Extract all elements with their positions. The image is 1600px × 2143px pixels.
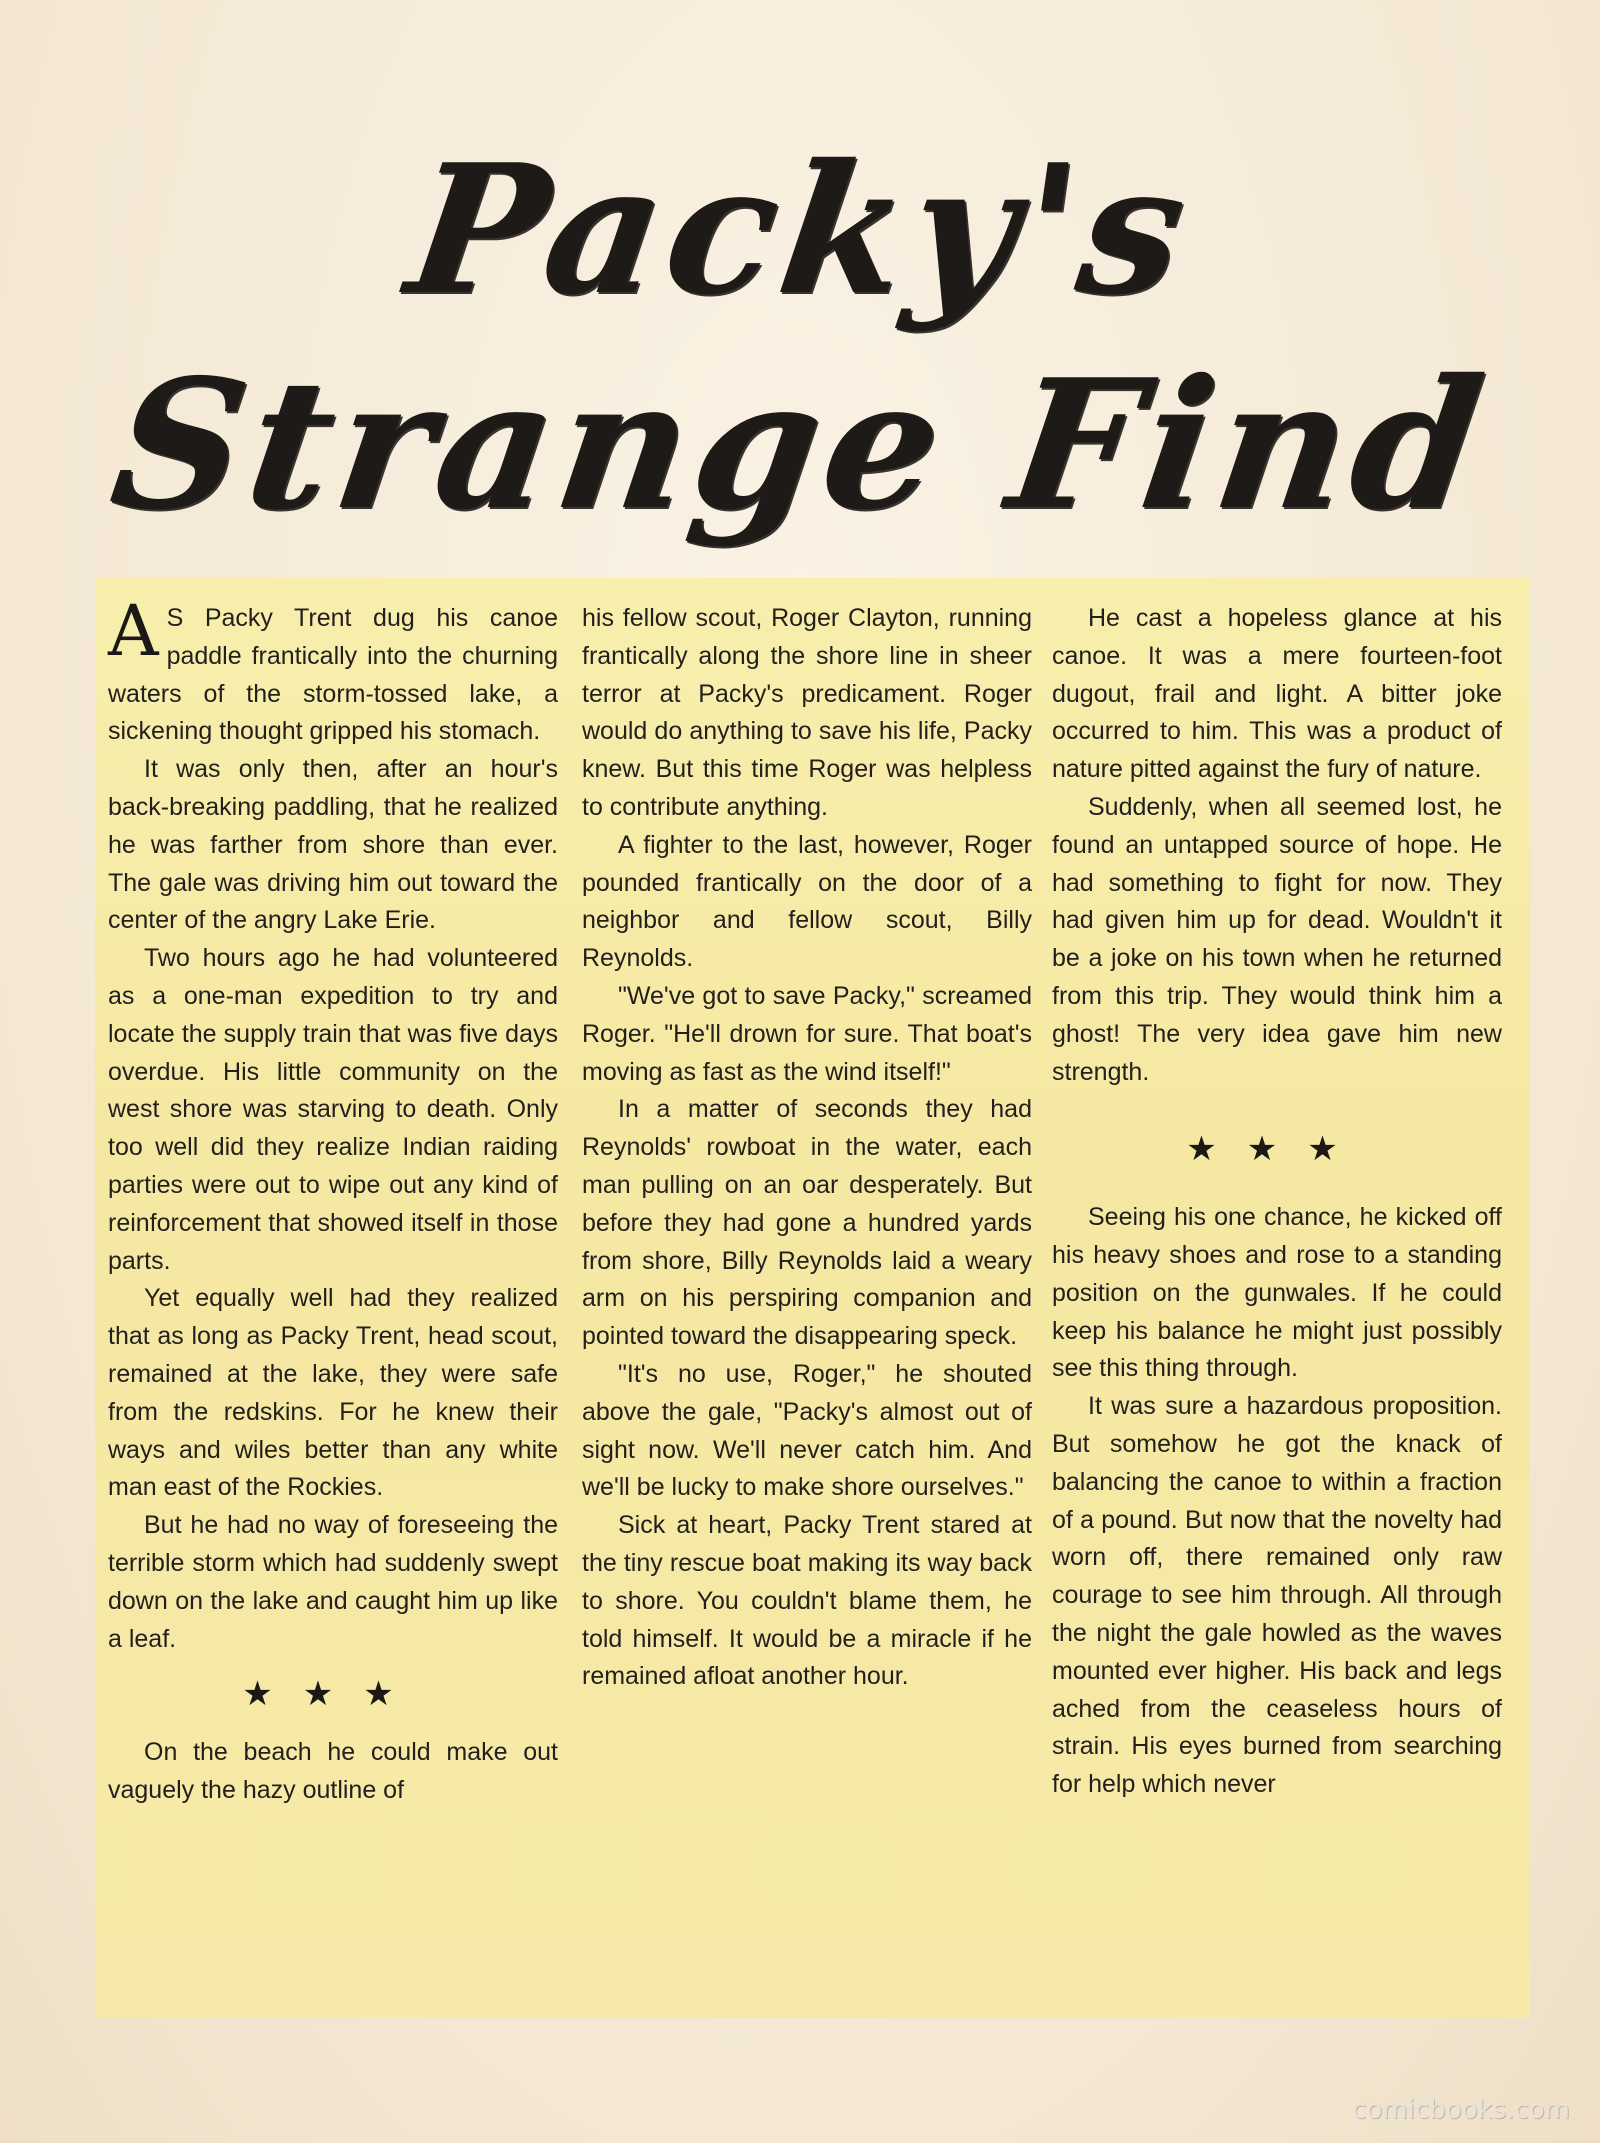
paragraph: Two hours ago he had volunteered as a one-man expedition to try and locate the supply train that was five days overdue. His little community on the west shore was starving to death. Only too well did they realize Indian raiding parties were out to wipe out any kind of reinforcement that showed itself in those parts. [108,944,558,1275]
paragraph: It was sure a hazardous proposition. But somehow he got the knack of balancing the canoe to within a fraction of a pound. But now that the novelty had worn off, there remained only raw courage to see him through. All through the night the gale howled as the waves mounted ever higher. His back and legs ached from the ceaseless hours of strain. His eyes burned from searching for help which never [1052,1392,1502,1799]
paragraph-text: S Packy Trent dug his canoe paddle frantically into the churning waters of the storm-tossed lake, a sickening thought gripped his stomach. [108,604,558,746]
paragraph: "It's no use, Roger," he shouted above the gale, "Packy's almost out of sight now. We'll never catch him. And we'll be lucky to make shore ourselves." [582,1359,1032,1502]
section-break-stars: ★★★ [1186,1130,1368,1169]
section-break-stars: ★★★ [242,1675,424,1714]
paragraph: On the beach he could make out vaguely the hazy outline of [108,1738,558,1804]
story-column-2 [582,600,1032,1696]
paragraph [108,590,558,751]
drop-cap: A [108,590,159,672]
paragraph: Yet equally well had they realized that as long as Packy Trent, head scout, remained at the lake, they were safe from the redskins. For he knew their ways and wiles better than any white man east of the Rockies. [108,1284,558,1502]
paragraph: It was only then, after an hour's back-breaking paddling, that he realized he was farther from shore than ever. The gale was driving him out toward the center of the angry Lake Erie. [108,755,558,935]
title-line-2: Strange Find [100,340,1500,549]
paragraph: A fighter to the last, however, Roger pounded frantically on the door of a neighbor and fellow scout, Billy Reynolds. [582,830,1032,973]
paragraph: He cast a hopeless glance at his canoe. It was a mere fourteen-foot dugout, frail and light. A bitter joke occurred to him. This was a product of nature pitted against the fury of nature. [1052,604,1502,784]
story-column-3 [1052,600,1502,1804]
watermark-credit: comicbooks.com [1352,2095,1570,2125]
title-line-1: Packy's [397,125,1203,334]
paragraph: Sick at heart, Packy Trent stared at the tiny rescue boat making its way back to shore. You couldn't blame them, he told himself. It would be a miracle if he remained afloat another hour. [582,1511,1032,1691]
paragraph: In a matter of seconds they had Reynolds' rowboat in the water, each man pulling on an oar desperately. But before they had gone a hundred yards from shore, Billy Reynolds laid a weary arm on his perspiring companion and pointed toward the disappearing speck. [582,1095,1032,1351]
paragraph: "We've got to save Packy," screamed Roger. "He'll drown for sure. That boat's moving as fast as the wind itself!" [582,981,1032,1086]
paragraph: Suddenly, when all seemed lost, he found an untapped source of hope. He had something to fight for now. They had given him up for dead. Wouldn't it be a joke on his town when he returned from this trip. They would think him a ghost! The very idea gave him new strength. [1052,792,1502,1086]
paragraph: Seeing his one chance, he kicked off his heavy shoes and rose to a standing position on the gunwales. If he could keep his balance he might just possibly see this thing through. [1052,1203,1502,1383]
paragraph: But he had no way of foreseeing the terrible storm which had suddenly swept down on the lake and caught him up like a leaf. [108,1511,558,1653]
paragraph: his fellow scout, Roger Clayton, running frantically along the shore line in sheer terror at Packy's predicament. Roger would do anything to save his life, Packy knew. But this time Roger was helpless to contribute anything. [582,604,1032,821]
story-column-1 [108,590,558,1810]
